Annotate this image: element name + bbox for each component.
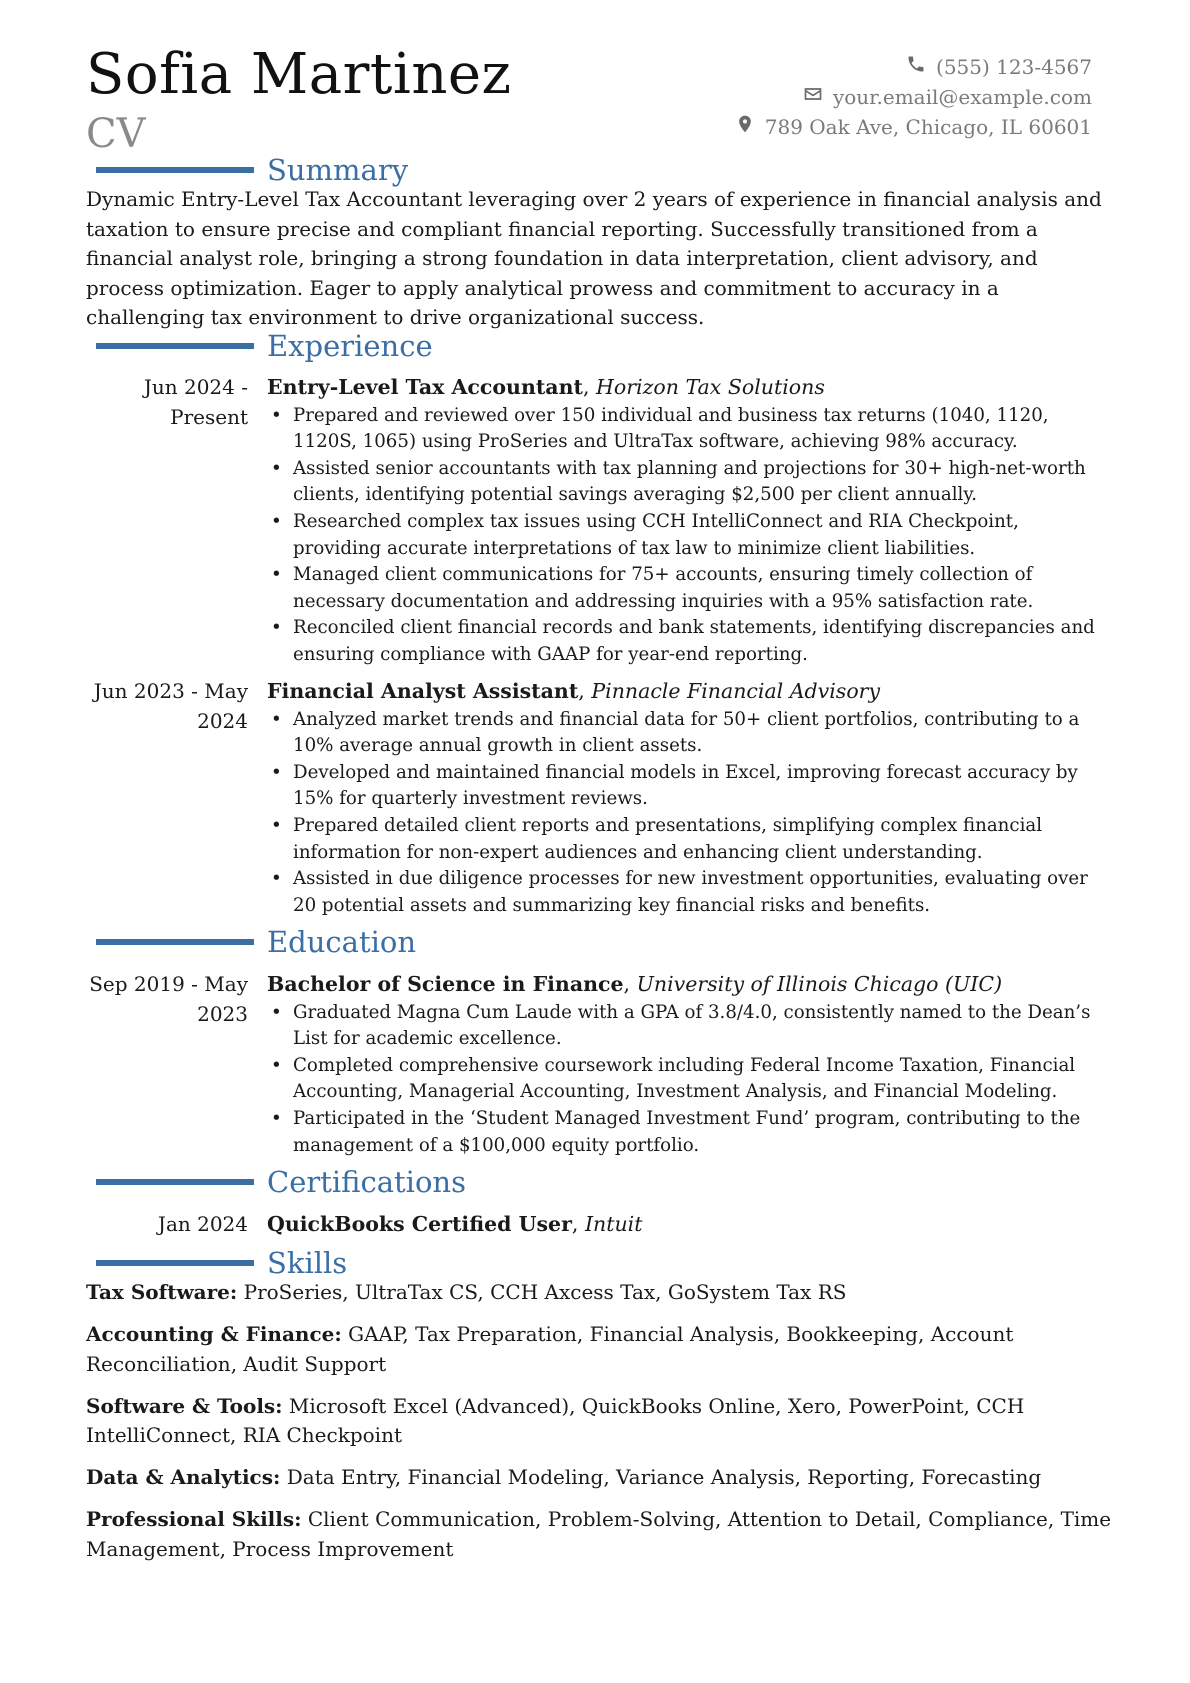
section-heading bbox=[0, 329, 1190, 365]
skill-row bbox=[86, 1463, 1116, 1493]
education-section bbox=[0, 925, 1190, 961]
skill-value: Data Entry, Financial Modeling, Variance Analysis, Reporting, Forecasting bbox=[286, 1465, 1042, 1490]
experience-section bbox=[0, 329, 1190, 365]
phone-text: (555) 123-4567 bbox=[936, 55, 1092, 79]
skills-section bbox=[0, 1246, 1190, 1282]
skill-row bbox=[86, 1505, 1116, 1564]
section-bar bbox=[96, 1179, 254, 1185]
entry-title: Bachelor of Science in Finance, University of Illinois Chicago (UIC) bbox=[267, 972, 1003, 996]
entry-org: Pinnacle Financial Advisory bbox=[591, 679, 881, 703]
skill-label: Data & Analytics: bbox=[86, 1465, 281, 1490]
entry-org: Horizon Tax Solutions bbox=[596, 375, 825, 399]
skill-label: Accounting & Finance: bbox=[86, 1321, 342, 1346]
entry-title: QuickBooks Certified User, Intuit bbox=[267, 1212, 643, 1236]
entry-title: Entry-Level Tax Accountant, Horizon Tax Solutions bbox=[267, 375, 825, 399]
list-item: • Graduated Magna Cum Laude with a GPA of 3.8/4.0, consistently named to the Dean’s List for academic excellence. bbox=[267, 1000, 1107, 1053]
entry-bullets bbox=[267, 403, 1107, 669]
experience-title: Experience bbox=[267, 329, 433, 363]
list-item: • Researched complex tax issues using CCH IntelliConnect and RIA Checkpoint, providing accurate interpretations of tax law to minimize client liabilities. bbox=[267, 509, 1107, 562]
skill-label: Professional Skills: bbox=[86, 1507, 302, 1532]
list-item: • Analyzed market trends and financial data for 50+ client portfolios, contributing to a 10% average annual growth in client assets. bbox=[267, 707, 1107, 760]
candidate-name: Sofia Martinez bbox=[86, 42, 512, 107]
certification-name: QuickBooks Certified User bbox=[267, 1212, 572, 1236]
list-item: • Prepared and reviewed over 150 individual and business tax returns (1040, 1120, 1120S, 1065) using ProSeries and UltraTax software, achieving 98% accuracy. bbox=[267, 403, 1107, 456]
contact-phone bbox=[735, 52, 1092, 82]
skill-row bbox=[86, 1392, 1116, 1451]
section-heading bbox=[0, 1246, 1190, 1282]
map-pin-icon bbox=[735, 112, 755, 142]
summary-text: Dynamic Entry-Level Tax Accountant leveraging over 2 years of experience in financial analysis and taxation to ensure precise and compliant financial reporting. Successfully transitioned from a financial analyst role, bringing a strong foundation in data interpretation, client advisory, and process optimization. Eager to apply analytical prowess and commitment to accuracy in a challenging tax environment to drive organizational success. bbox=[86, 187, 1102, 330]
skill-label: Tax Software: bbox=[86, 1280, 238, 1304]
list-item: • Managed client communications for 75+ accounts, ensuring timely collection of necessary documentation and addressing inquiries with a 95% satisfaction rate. bbox=[267, 562, 1107, 615]
certification-issuer: Intuit bbox=[584, 1212, 643, 1236]
entry-date: Jan 2024 bbox=[157, 1212, 248, 1236]
section-bar bbox=[96, 939, 254, 945]
education-title: Education bbox=[267, 925, 417, 959]
entry-school: University of Illinois Chicago (UIC) bbox=[636, 972, 1003, 996]
entry-role: Financial Analyst Assistant bbox=[267, 679, 579, 703]
certifications-title: Certifications bbox=[267, 1165, 466, 1199]
list-item: • Completed comprehensive coursework including Federal Income Taxation, Financial Accounting, Managerial Accounting, Investment Analysis, and Financial Modeling. bbox=[267, 1053, 1107, 1106]
skill-value: GAAP, Tax Preparation, Financial Analysis, Bookkeeping, Account Reconciliation, Audit Support bbox=[86, 1321, 1014, 1376]
envelope-icon bbox=[803, 82, 823, 112]
section-heading bbox=[0, 925, 1190, 961]
summary-title: Summary bbox=[267, 153, 409, 187]
certifications-section bbox=[0, 1165, 1190, 1201]
document-subtitle: CV bbox=[86, 111, 146, 157]
phone-icon bbox=[906, 52, 926, 82]
list-item: • Assisted senior accountants with tax planning and projections for 30+ high-net-worth clients, identifying potential savings averaging $2,500 per client annually. bbox=[267, 456, 1107, 509]
section-heading bbox=[0, 153, 1190, 189]
list-item: • Assisted in due diligence processes for new investment opportunities, evaluating over 20 potential assets and summarizing key financial risks and benefits. bbox=[267, 866, 1107, 919]
contact-block bbox=[735, 52, 1092, 142]
skill-row bbox=[86, 1278, 1116, 1308]
section-bar bbox=[96, 343, 254, 349]
contact-email bbox=[735, 82, 1092, 112]
skill-row bbox=[86, 1320, 1116, 1379]
entry-date: Jun 2024 - Present bbox=[143, 375, 248, 429]
skill-value: ProSeries, UltraTax CS, CCH Axcess Tax, GoSystem Tax RS bbox=[243, 1280, 847, 1304]
section-bar bbox=[96, 1260, 254, 1266]
entry-bullets bbox=[267, 1000, 1107, 1160]
entry-title: Financial Analyst Assistant, Pinnacle Financial Advisory bbox=[267, 679, 881, 703]
skills-list bbox=[86, 1278, 1116, 1577]
skill-value: Microsoft Excel (Advanced), QuickBooks Online, Xero, PowerPoint, CCH IntelliConnect, RIA Checkpoint bbox=[86, 1393, 1025, 1448]
section-heading bbox=[0, 1165, 1190, 1201]
section-bar bbox=[96, 167, 254, 173]
skill-label: Software & Tools: bbox=[86, 1393, 283, 1418]
entry-date: Sep 2019 - May 2023 bbox=[89, 972, 248, 1026]
contact-address bbox=[735, 112, 1092, 142]
skills-title: Skills bbox=[267, 1246, 348, 1280]
entry-degree: Bachelor of Science in Finance bbox=[267, 972, 624, 996]
list-item: • Reconciled client financial records and bank statements, identifying discrepancies and ensuring compliance with GAAP for year-end reporting. bbox=[267, 615, 1107, 668]
entry-date: Jun 2023 - May 2024 bbox=[93, 679, 248, 733]
list-item: • Developed and maintained financial models in Excel, improving forecast accuracy by 15% for quarterly investment reviews. bbox=[267, 760, 1107, 813]
summary-section bbox=[0, 153, 1190, 189]
skill-value: Client Communication, Problem-Solving, Attention to Detail, Compliance, Time Management, Process Improvement bbox=[86, 1507, 1112, 1561]
list-item: • Participated in the ‘Student Managed Investment Fund’ program, contributing to the management of a $100,000 equity portfolio. bbox=[267, 1106, 1107, 1159]
address-text: 789 Oak Ave, Chicago, IL 60601 bbox=[764, 115, 1092, 139]
email-link[interactable]: your.email@example.com bbox=[832, 85, 1092, 109]
entry-role: Entry-Level Tax Accountant bbox=[267, 375, 583, 399]
entry-bullets bbox=[267, 707, 1107, 920]
list-item: • Prepared detailed client reports and presentations, simplifying complex financial information for non-expert audiences and enhancing client understanding. bbox=[267, 813, 1107, 866]
